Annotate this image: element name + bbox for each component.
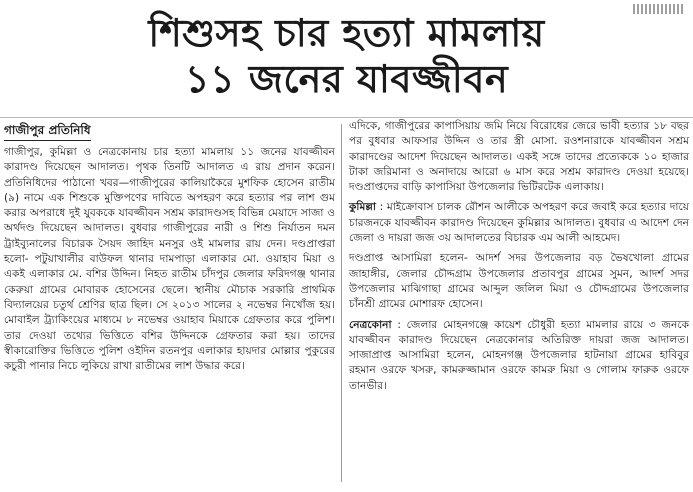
right-paragraph-2 [346, 200, 691, 246]
column-divider [341, 124, 342, 482]
left-column [0, 119, 337, 492]
right-paragraph-2-text: : মাইক্রোবাস চালক রৌশন আলীকে অপহরণ করে জবাই করে হত্যার দায়ে চারজনকে যাবজ্জীবন কারাদণ্ড দিয়েছেন কুমিল্লার আদালত। বুধবার এ আদেশ দেন জেলা ও দায়রা জজ ৩য় আদালতের বিচারক এম আলী আহমেদ। [349, 201, 689, 245]
headline [0, 10, 693, 102]
right-paragraph-4 [346, 318, 691, 394]
location-label-cumilla: কুমিল্লা [349, 201, 376, 214]
byline: গাজীপুর প্রতিনিধি [4, 122, 91, 141]
right-column [346, 119, 691, 492]
right-paragraph-1: এদিকে, গাজীপুরের কাপাসিয়ায় জমি নিয়ে বিরোধের জেরে ভাবী হত্যার ১৮ বছর পর বুধবার আফসার উদ্দিন ও তার স্ত্রী মোসা. রওশনারাকে যাবজ্জীবন সশ্রম কারাদণ্ডের আদেশ দিয়েছেন আদালত। একই সঙ্গে তাদের প্রত্যেককে ১০ হাজার টাকা জরিমানা ও অনাদায়ে আরো ৬ মাস করে সশ্রম কারাদণ্ড দেওয়া হয়েছে। দণ্ডপ্রাপ্তদের বাড়ি কাপাসিয়া উপজেলার ভিটিরটেক এলাকায়। [349, 120, 689, 194]
right-paragraph-3: দণ্ডপ্রাপ্ত আসামিরা হলেন- আদর্শ সদর উপজেলার বড় ভৈষখোলা গ্রামের জাহাঙ্গীর, জেলার চৌদ্দগ্রাম উপজেলার প্রতাবপুর গ্রামের সুমন, আদর্শ সদর উপজেলার মাঝিগাছা গ্রামের আব্দুল জলিল মিয়া ও চৌদ্দগ্রামের উপজেলার চাঁনশ্রী গ্রামের মোশারফ হোসেন। [349, 252, 689, 311]
headline-line-2: ১১ জনের যাবজ্জীবন [184, 57, 509, 101]
location-label-netrokona: নেত্রকোনা [349, 318, 392, 331]
right-paragraph-4-text: : জেলার মোহনগঞ্জে কায়েশ চৌধুরী হত্যা মামলার রায়ে ৩ জনকে যাবজ্জীবন কারাদণ্ড দিয়েছেন নেত্রকোনার অতিরিক্ত দায়রা জজ আদালত। সাজাপ্রাপ্ত আসামিরা হলেন, মোহনগঞ্জ উপজেলার হাটনায়া গ্রামের হাবিবুর রহমান ওরফে খসরু, কামরুজ্জামান ওরফে কামরু মিয়া ও গোলাম ফারুক ওরফে তানভীর। [349, 318, 689, 392]
left-paragraph: গাজীপুর, কুমিল্লা ও নেত্রকোনায় চার হত্যা মামলায় ১১ জনের যাবজ্জীবন কারাদণ্ড দিয়েছেন আদালত। পৃথক তিনটি আদালত এ রায় প্রদান করেন। প্রতিনিধিদের পাঠানো খবর—গাজীপুরের কালিয়াকৈরে মুশফিক হোসেন রাতীম (৯) নামে এক শিশুকে মুক্তিপণের দাবিতে অপহরণ করে হত্যার পর লাশ গুম করার অপরাধে দুই যুবককে যাবজ্জীবন সশ্রম কারাদণ্ডসহ বিভিন্ন মেয়াদে সাজা ও অর্থদণ্ড দিয়েছেন আদালত। বুধবার গাজীপুরের নারী ও শিশু নির্যাতন দমন ট্রাইব্যুনালের বিচারক সৈয়দ জাহিদ মনসুর ওই মামলার রায় দেন। দণ্ডপ্রাপ্তরা হলো- পটুয়াখালীর বাউফল থানার দামপাড়া এলাকার মো. ওয়াহাব মিয়া ও একই এলাকার মে. বশির উদ্দিন। নিহত রাতীম চাঁদপুর জেলার ফরিদগঞ্জ থানার কেরুয়া গ্রামের মোবারক হোসেনের ছেলে। স্থানীয় মৌচাক সরকারি প্রাথমিক বিদ্যালয়ের চতুর্থ শ্রেণির ছাত্র ছিল। সে ২০১৩ সালের ২ নভেম্বর নিখোঁজ হয়। মোবাইল ট্র্যাকিংয়ের মাধ্যমে ৮ নভেম্বর ওয়াহাব মিয়াকে গ্রেফতার করে পুলিশ। তার দেওয়া তথ্যের ভিত্তিতে বশির উদ্দিনকে গ্রেফতার করা হয়। তাদের স্বীকারোক্তির ভিত্তিতে পুলিশ ওইদিন রতনপুর এলাকার হায়দার মোল্লার পুকুরের কচুরী পানার নিচে লুকিয়ে রাখা রাতীমের লাশ উদ্ধার করে। [4, 146, 335, 373]
headline-line-1: শিশুসহ চার হত্যা মামলায় [148, 11, 545, 55]
headline-divider [0, 117, 693, 118]
